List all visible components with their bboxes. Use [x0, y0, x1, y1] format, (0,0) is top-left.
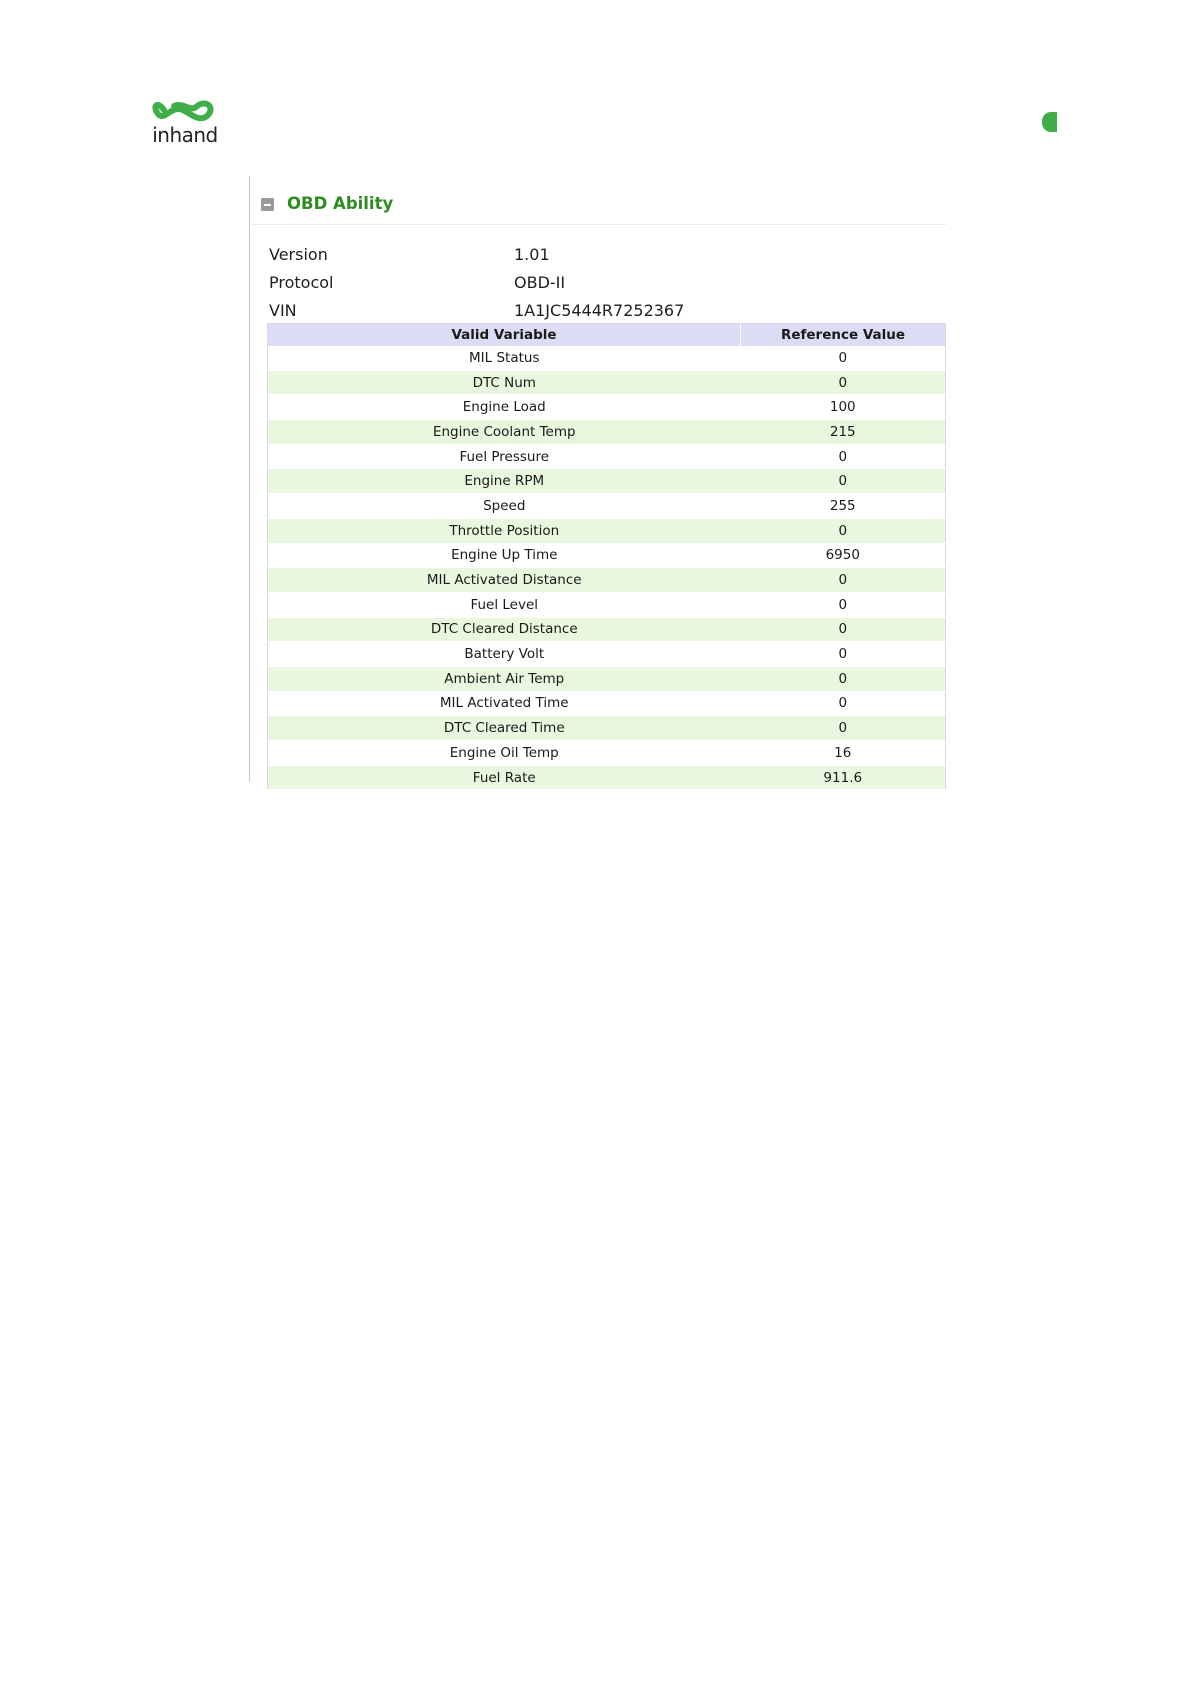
info-value: 1A1JC5444R7252367	[514, 301, 685, 320]
value-cell: 0	[741, 716, 946, 741]
value-cell: 16	[741, 741, 946, 766]
column-header-reference-value: Reference Value	[741, 324, 946, 347]
info-row-vin	[269, 298, 929, 324]
table-row	[268, 543, 946, 568]
value-cell: 6950	[741, 543, 946, 568]
table-row	[268, 741, 946, 766]
variable-cell: Engine Up Time	[268, 543, 741, 568]
value-cell: 0	[741, 444, 946, 469]
info-value: 1.01	[514, 245, 550, 264]
variable-cell: Ambient Air Temp	[268, 666, 741, 691]
table-row	[268, 469, 946, 494]
panel-title: OBD Ability	[287, 194, 394, 213]
value-cell: 0	[741, 666, 946, 691]
variable-cell: Throttle Position	[268, 518, 741, 543]
info-row-protocol	[269, 270, 929, 296]
table-row	[268, 617, 946, 642]
variable-cell: Fuel Level	[268, 592, 741, 617]
info-value: OBD-II	[514, 273, 566, 292]
value-cell: 100	[741, 395, 946, 420]
variable-cell: Engine RPM	[268, 469, 741, 494]
table-header-row	[268, 324, 946, 347]
variable-cell: MIL Status	[268, 346, 741, 370]
value-cell: 0	[741, 568, 946, 593]
variable-cell: Speed	[268, 494, 741, 519]
column-header-valid-variable: Valid Variable	[268, 324, 741, 347]
infinity-logo-icon	[150, 96, 220, 126]
variable-cell: Fuel Rate	[268, 765, 741, 790]
value-cell: 0	[741, 691, 946, 716]
info-row-version	[269, 242, 929, 268]
table-row	[268, 395, 946, 420]
value-cell: 0	[741, 642, 946, 667]
value-cell: 0	[741, 592, 946, 617]
table-row	[268, 420, 946, 445]
table-row	[268, 691, 946, 716]
variable-cell: Engine Coolant Temp	[268, 420, 741, 445]
value-cell: 0	[741, 518, 946, 543]
table-row	[268, 370, 946, 395]
collapse-icon[interactable]	[261, 198, 274, 211]
table-row	[268, 518, 946, 543]
panel-header	[250, 176, 946, 225]
variable-cell: DTC Cleared Time	[268, 716, 741, 741]
info-label: VIN	[269, 301, 297, 320]
table-row	[268, 592, 946, 617]
corner-brand-mark	[1042, 112, 1057, 132]
inhand-logo	[150, 96, 220, 152]
variable-cell: DTC Num	[268, 370, 741, 395]
variable-cell: MIL Activated Distance	[268, 568, 741, 593]
table-row	[268, 494, 946, 519]
obd-variable-table	[267, 323, 946, 790]
table-row	[268, 716, 946, 741]
variable-cell: Engine Oil Temp	[268, 741, 741, 766]
value-cell: 215	[741, 420, 946, 445]
value-cell: 0	[741, 469, 946, 494]
table-row	[268, 346, 946, 370]
info-label: Protocol	[269, 273, 334, 292]
table-row	[268, 568, 946, 593]
table-row	[268, 666, 946, 691]
value-cell: 0	[741, 370, 946, 395]
variable-cell: DTC Cleared Distance	[268, 617, 741, 642]
obd-ability-panel	[249, 176, 946, 786]
info-label: Version	[269, 245, 328, 264]
value-cell: 0	[741, 346, 946, 370]
value-cell: 0	[741, 617, 946, 642]
variable-cell: MIL Activated Time	[268, 691, 741, 716]
variable-cell: Engine Load	[268, 395, 741, 420]
value-cell: 255	[741, 494, 946, 519]
variable-cell: Fuel Pressure	[268, 444, 741, 469]
table-row	[268, 765, 946, 790]
value-cell: 911.6	[741, 765, 946, 790]
table-row	[268, 444, 946, 469]
table-row	[268, 642, 946, 667]
variable-cell: Battery Volt	[268, 642, 741, 667]
logo-text: inhand	[152, 123, 218, 147]
